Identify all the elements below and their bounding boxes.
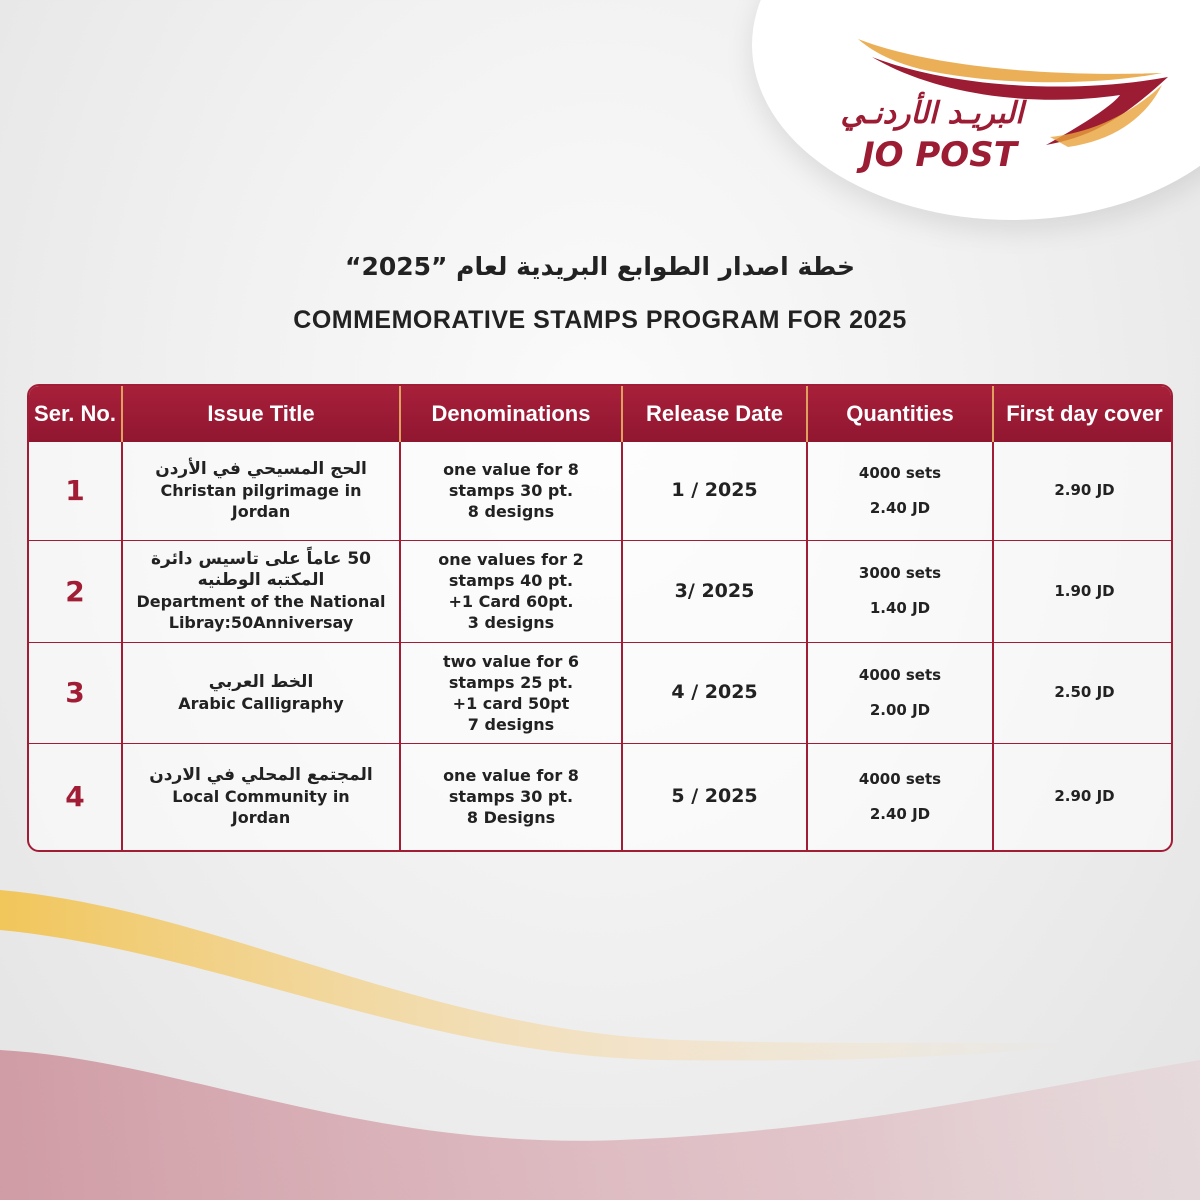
issue-title-english: Arabic Calligraphy (178, 693, 344, 713)
header-ser-no: Ser. No. (29, 386, 122, 442)
issue-title-arabic: الخط العربي (208, 671, 314, 692)
denomination-line: one values for 2 (438, 550, 584, 569)
page-title-arabic: خطة اصدار الطوابع البريدية لعام ”2025“ (345, 252, 855, 281)
first-day-cover-price: 1.90 JD (993, 540, 1173, 642)
quantity-sets: 4000 sets (858, 665, 942, 684)
quantities-cell (807, 743, 993, 850)
release-date: 5 / 2025 (622, 743, 807, 850)
denomination-line: stamps 25 pt. (448, 672, 574, 692)
first-day-cover-price: 2.90 JD (993, 442, 1173, 540)
issue-title-cell (122, 442, 400, 540)
release-date: 3/ 2025 (622, 540, 807, 642)
header-denominations: Denominations (400, 386, 622, 442)
denomination-line: 7 designs (467, 714, 555, 734)
denomination-line: stamps 30 pt. (448, 787, 574, 807)
denomination-line: stamps 40 pt. (448, 571, 574, 590)
denominations-cell (400, 442, 622, 540)
issue-title-cell (122, 743, 400, 850)
table-row (29, 442, 1173, 540)
table-row (29, 642, 1173, 743)
denominations-cell (400, 540, 622, 642)
issue-title-english: Local Community in (172, 787, 350, 807)
quantity-sets: 4000 sets (858, 769, 942, 788)
quantities-cell (807, 642, 993, 743)
table-row (29, 743, 1173, 850)
issue-title-cell (122, 540, 400, 642)
quantities-cell (807, 540, 993, 642)
denominations-cell (400, 642, 622, 743)
serial-number: 3 (29, 642, 122, 743)
denomination-line: 3 designs (467, 613, 555, 632)
denomination-line: one value for 8 (443, 460, 579, 480)
denomination-line: 8 Designs (466, 808, 556, 828)
release-date: 1 / 2025 (622, 442, 807, 540)
issue-title-cell (122, 642, 400, 743)
denominations-cell (400, 743, 622, 850)
table-header-row (29, 386, 1173, 442)
denomination-line: one value for 8 (443, 766, 579, 786)
denomination-line: stamps 30 pt. (448, 481, 574, 501)
table-row (29, 540, 1173, 642)
quantity-price: 1.40 JD (869, 599, 931, 617)
page-title-english: COMMEMORATIVE STAMPS PROGRAM FOR 2025 (293, 306, 907, 334)
gold-wave (0, 890, 1080, 1060)
serial-number: 2 (29, 540, 122, 642)
header-quantities: Quantities (807, 386, 993, 442)
serial-number: 4 (29, 743, 122, 850)
issue-title-english: Christan pilgrimage in (160, 481, 362, 501)
issue-title-english-line2: Libray:50Anniversay (168, 613, 354, 632)
header-release-date: Release Date (622, 386, 807, 442)
release-date: 4 / 2025 (622, 642, 807, 743)
denomination-line: +1 card 50pt (452, 693, 570, 713)
quantity-sets: 4000 sets (858, 463, 942, 482)
stamps-program-table (27, 384, 1173, 852)
issue-title-arabic: المجتمع المحلي في الاردن (149, 765, 373, 786)
quantity-price: 2.40 JD (869, 804, 931, 823)
logo-arabic-text: البريـد الأردنـي (840, 96, 1024, 131)
quantity-price: 2.40 JD (869, 498, 931, 517)
issue-title-arabic: الحج المسيحي في الأردن (155, 459, 367, 480)
issue-title-arabic: 50 عاماً على تاسيس دائرة المكتبه الوطنيه (150, 549, 371, 590)
quantities-cell (807, 442, 993, 540)
header-first-day-cover: First day cover (993, 386, 1173, 442)
header-issue-title: Issue Title (122, 386, 400, 442)
logo-english-text: JO POST (862, 135, 1017, 175)
first-day-cover-price: 2.50 JD (993, 642, 1173, 743)
first-day-cover-price: 2.90 JD (993, 743, 1173, 850)
issue-title-english-line2: Jordan (231, 502, 291, 522)
serial-number: 1 (65, 474, 85, 508)
issue-title-english-line2: Jordan (231, 808, 291, 828)
denomination-line: +1 Card 60pt. (448, 592, 574, 611)
quantity-sets: 3000 sets (858, 564, 942, 582)
denomination-line: 8 designs (467, 502, 555, 522)
rose-wave (0, 1050, 1200, 1200)
denomination-line: two value for 6 (442, 651, 580, 671)
issue-title-english: Department of the National (136, 592, 386, 611)
quantity-price: 2.00 JD (869, 700, 931, 719)
